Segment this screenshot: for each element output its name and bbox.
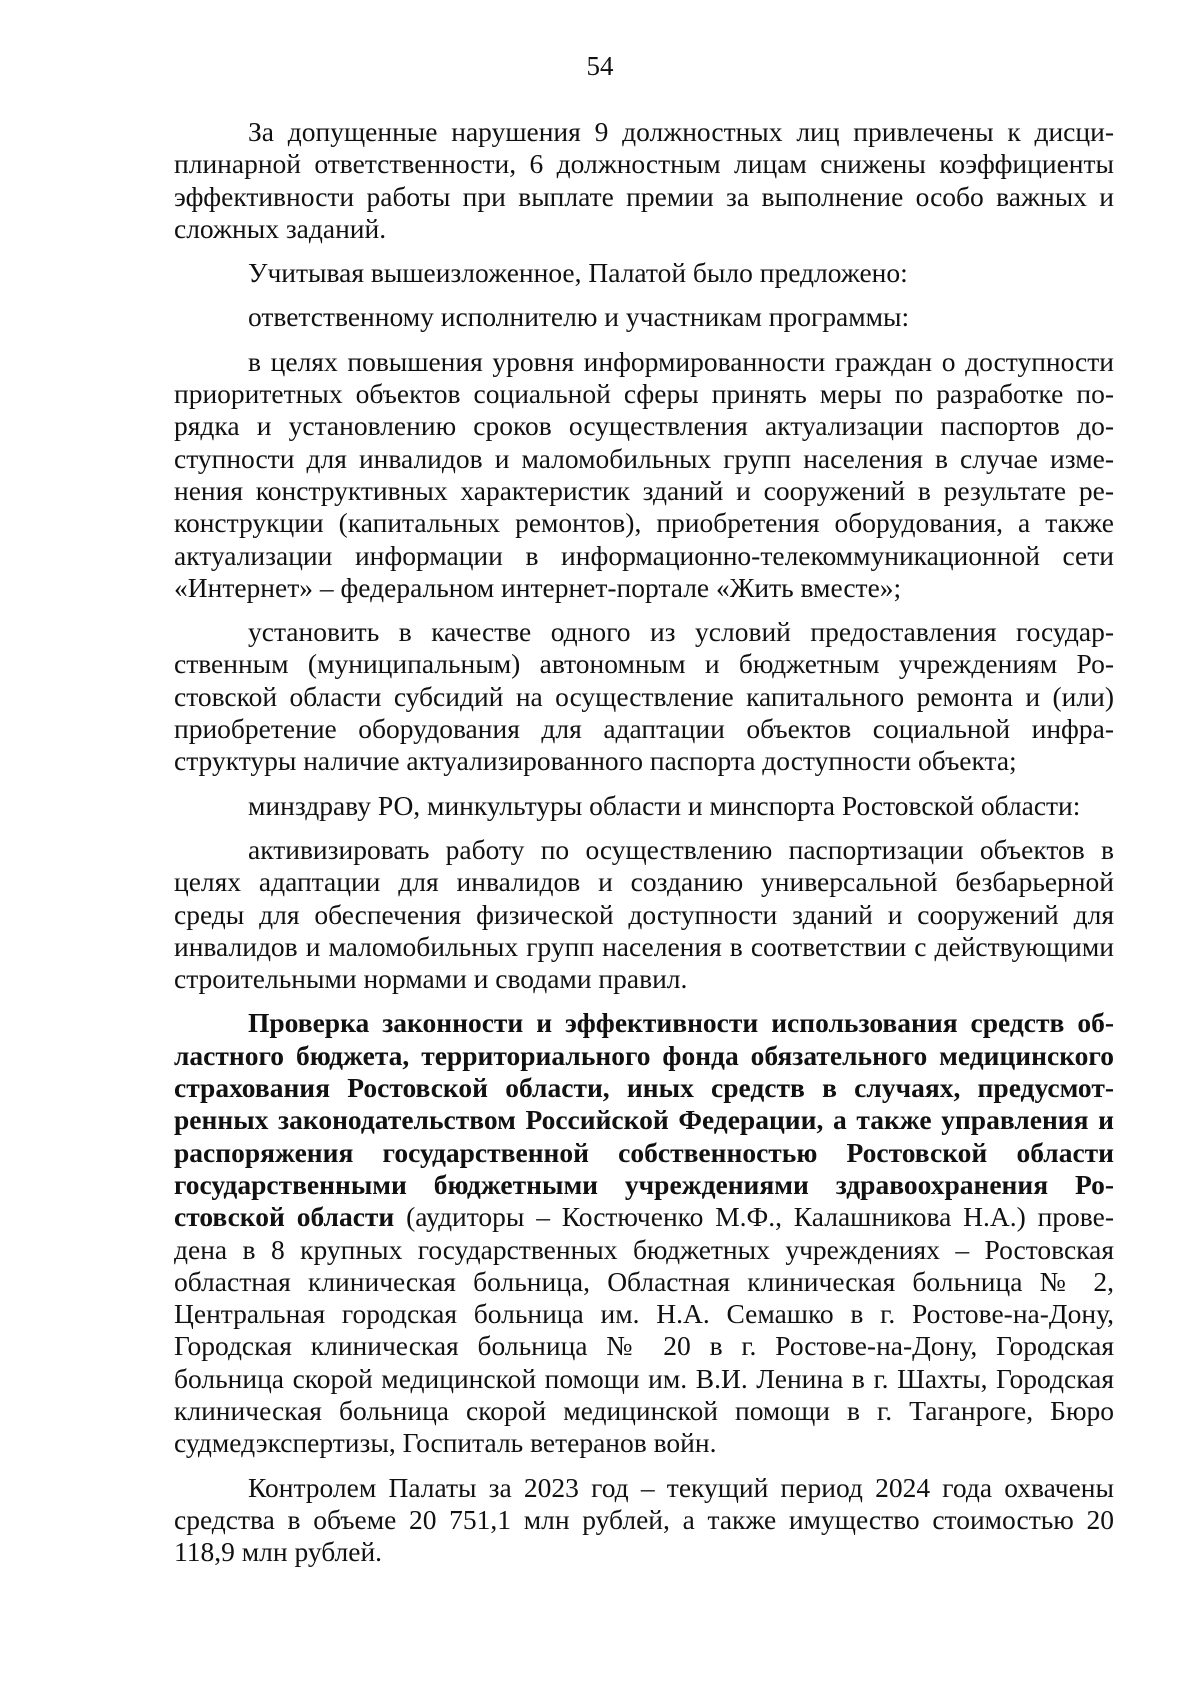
paragraph-subsidy-condition: установить в качестве одного из условий предоставления государственным (муниципальным) автономным и бюджетным учреждениям Ростовской области субсидий на осуществление капитального ремонта и (или) приобретение оборудования для адаптации объектов социальной инфраструктуры наличие актуализированного паспорта доступности объекта;: [174, 616, 1114, 777]
paragraph-proposal-intro: Учитывая вышеизложенное, Палатой было предложено:: [248, 257, 908, 289]
paragraph-disciplinary: За допущенные нарушения 9 должностных лиц привлечены к дисциплинарной ответственности, 6 должностным лицам снижены коэффициенты эффективности работы при выплате премии за выполнение особо важных и сложных заданий.: [174, 116, 1114, 244]
audit-details: (аудиторы – Костюченко М.Ф., Калашникова Н.А.) проведена в 8 крупных государственных бюджетных учреждениях – Ростовская областная клиническая больница, Областная клиническая больница № 2, Центральная городская больница им. Н.А. Семашко в г. Ростове-на-Дону, Городская клиническая больница № 20 в г. Ростове-на-Дону, Городская больница скорой медицинской помощи им. В.И. Ленина в г. Шахты, Городская клиническая больница скорой медицинской помощи в г. Таганроге, Бюро судмедэкспертизы, Госпиталь ветеранов войн.: [174, 1201, 1114, 1459]
paragraph-passportization: активизировать работу по осуществлению паспортизации объектов в целях адаптации для инвалидов и созданию универсальной безбарьерной среды для обеспечения физической доступности зданий и сооружений для инвалидов и маломобильных групп населения в соответствии с действующими строительными нормами и сводами правил.: [174, 833, 1114, 995]
page-number: 54: [586, 51, 614, 81]
paragraph-audit: [174, 1007, 1114, 1459]
paragraph-addressee-executor: ответственному исполнителю и участникам программы:: [248, 301, 910, 333]
paragraph-control-coverage: Контролем Палаты за 2023 год – текущий период 2024 года охвачены средства в объеме 20 751,1 млн рублей, а также имущество стоимостью 20 118,9 млн рублей.: [174, 1471, 1114, 1568]
paragraph-addressee-ministries: минздраву РО, минкультуры области и минспорта Ростовской области:: [248, 789, 1081, 821]
document-body: [174, 116, 1114, 1568]
paragraph-passport-update: в целях повышения уровня информированности граждан о доступности приоритетных объектов социальной сферы принять меры по разработке порядка и установлению сроков осуществления актуализации паспортов доступности для инвалидов и маломобильных групп населения в случае изменения конструктивных характеристик зданий и сооружений в результате реконструкции (капитальных ремонтов), приобретения оборудования, а также актуализации информации в информационно-телекоммуникационной сети «Интернет» – федеральном интернет-портале «Жить вместе»;: [174, 345, 1114, 603]
audit-heading-bold: Проверка законности и эффективности использования средств областного бюджета, территориального фонда обязательного медицинского страхования Ростовской области, иных средств в случаях, предусмотренных законодательством Российской Федерации, а также управления и распоряжения государственной собственностью Ростовской области государственными бюджетными учреждениями здравоохранения Ростовской области: [174, 1007, 1114, 1233]
